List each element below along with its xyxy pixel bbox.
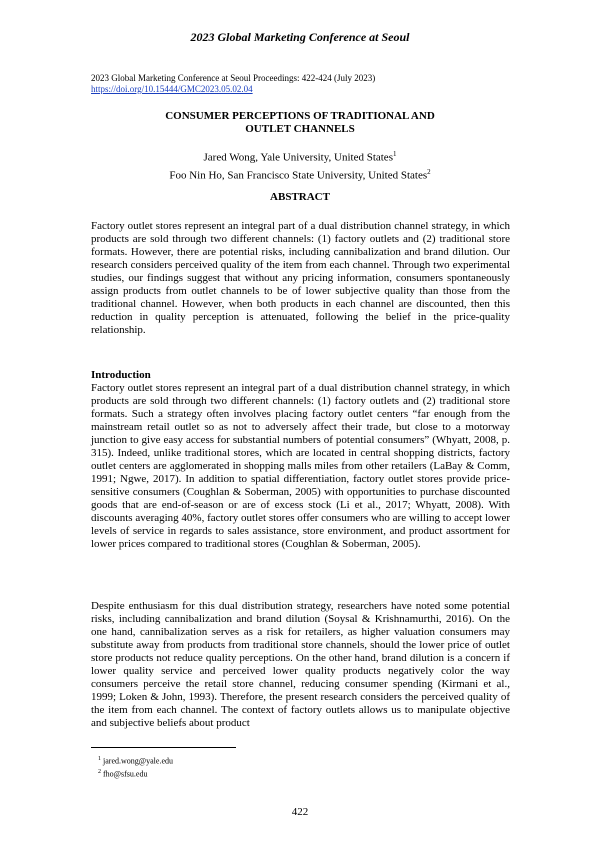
footnote-1	[98, 754, 173, 767]
author-list	[0, 147, 600, 182]
title-line-2: OUTLET CHANNELS	[245, 123, 355, 135]
author-2-footnote-mark: 2	[427, 167, 431, 176]
abstract-text: Factory outlet stores represent an integral part of a dual distribution channel strategy, in which products are sold through two different channels: (1) factory outlets and (2) traditional store formats. However, there are potential risks, including cannibalization and brand dilution. Our research considers perceived quality of the item from each channel. Through two experimental studies, our findings suggest that without any pricing information, consumers spontaneously assign products from outlet channels to be of lower subjective quality than those from the traditional channel. However, when both products in each channel are discounted, then this reduction in quality perception is attenuated, following the belief in the price-quality relationship.	[91, 220, 510, 336]
author-1	[0, 147, 600, 165]
footnote-2	[98, 767, 173, 780]
abstract-heading: ABSTRACT	[270, 191, 330, 203]
introduction-paragraph-2: Despite enthusiasm for this dual distribution strategy, researchers have noted some potential risks, including cannibalization and brand dilution (Soysal & Krishnamurthi, 2016). On the one hand, cannibalization serves as a risk for retailers, as higher valuation consumers may substitute away from products from traditional store channels, should the lower price of outlet store products not reduce quality perceptions. On the other hand, brand dilution is a concern if lower quality service and perceived lower quality products negatively color the way consumers perceive the retail store channel, reducing consumer spending (Kirmani et al., 1999; Loken & John, 1993). Therefore, the present research considers the perceived quality of the item from each channel. The context of factory outlets allows us to manipulate objective and subjective beliefs about product	[91, 600, 510, 729]
introduction-heading: Introduction	[91, 369, 151, 381]
paper-title	[0, 110, 600, 136]
author-2-name: Foo Nin Ho, San Francisco State University, United States	[169, 169, 428, 182]
introduction-paragraph-1: Factory outlet stores represent an integral part of a dual distribution channel strategy, in which products are sold through two different channels: (1) factory outlets and (2) traditional store formats. Such a strategy often involves placing factory outlet centers “far enough from the mainstream retail outlet so as not to adversely affect their trade, but close to a motorway junction to give easy access for substantial numbers of potential consumers” (Whyatt, 2008, p. 315). Indeed, unlike traditional stores, which are located in central shopping districts, factory outlet centers are agglomerated in shopping malls miles from other retailers (LaBay & Comm, 1991; Ngwe, 2017). In addition to spatial differentiation, factory outlet stores provide price-sensitive consumers (Coughlan & Soberman, 2005) with opportunities to purchase discounted goods that are end-of-season or are of excess stock (Li et al., 2017; Whyatt, 2008). With discounts averaging 40%, factory outlet stores offer consumers who are willing to accept lower levels of service in regards to sales assistance, store environment, and product assortment for lower prices compared to traditional stores (Coughlan & Soberman, 2005).	[91, 382, 510, 550]
author-2	[0, 165, 600, 183]
footnote-2-mark: 2	[98, 768, 101, 775]
page-number: 422	[291, 806, 309, 818]
author-1-footnote-mark: 1	[392, 150, 397, 158]
proceedings-info	[91, 73, 375, 95]
footnote-1-mark: 1	[98, 756, 101, 762]
title-line-1: CONSUMER PERCEPTIONS OF TRADITIONAL AND	[165, 110, 435, 122]
proceedings-citation: 2023 Global Marketing Conference at Seoul Proceedings: 422-424 (July 2023)	[91, 73, 376, 83]
author-1-name: Jared Wong, Yale University, United States	[203, 151, 393, 164]
running-head: 2023 Global Marketing Conference at Seoul	[190, 30, 410, 44]
footnote-divider	[91, 747, 236, 748]
footnote-1-email: jared.wong@yale.edu	[103, 756, 174, 766]
footnotes	[98, 754, 173, 779]
footnote-2-email: fho@sfsu.edu	[103, 769, 148, 779]
doi-link[interactable]: https://doi.org/10.15444/GMC2023.05.02.04	[91, 84, 253, 94]
